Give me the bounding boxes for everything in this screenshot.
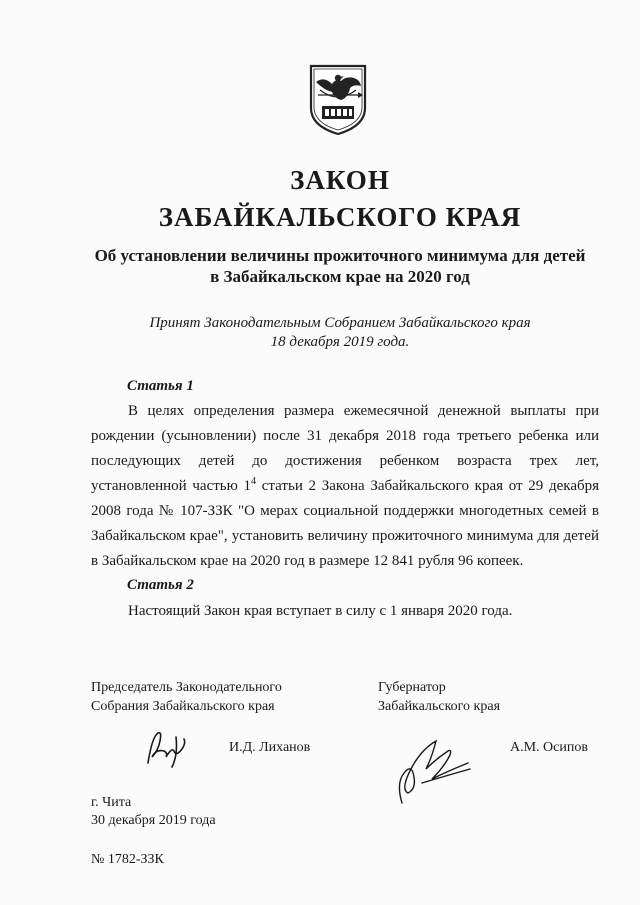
chair-position-line2: Собрания Забайкальского края bbox=[91, 699, 275, 714]
article-1-text-part2: статьи 2 Закона Забайкальского края от 29 декабря 2008 года № 107-ЗЗК "О мерах социальной поддержки многодетных семей в Забайкальском крае", установить величину прожиточного минимума для детей в Забайкальском крае на 2020 год в размере 12 841 рубля 96 копеек. bbox=[91, 478, 600, 569]
article-1-text-part1: В целях определения размера ежемесячной денежной выплаты при рождении (усыновлении) после 31 декабря 2018 года третьего ребенка или последующих детей до достижения ребенком возраста трех лет, установленной частью 1 bbox=[91, 403, 599, 494]
coat-of-arms-icon bbox=[308, 64, 368, 136]
chair-signature bbox=[142, 727, 190, 771]
adoption-note bbox=[80, 314, 600, 352]
governor-signature bbox=[392, 733, 474, 807]
governor-name: А.М. Осипов bbox=[510, 740, 588, 755]
subtitle-line1: Об установлении величины прожиточного минимума для детей bbox=[94, 246, 586, 265]
adoption-note-line1: Принят Законодательным Собранием Забайкальского края bbox=[149, 315, 531, 331]
city: г. Чита bbox=[91, 795, 132, 810]
article-1-superscript: 4 bbox=[251, 476, 257, 487]
article-2-heading: Статья 2 bbox=[127, 577, 194, 593]
chair-position-line1: Председатель Законодательного bbox=[91, 680, 282, 695]
governor-position bbox=[378, 678, 500, 716]
article-1-text bbox=[91, 399, 599, 574]
article-1-heading: Статья 1 bbox=[127, 378, 194, 394]
governor-position-line2: Забайкальского края bbox=[378, 699, 501, 714]
law-title-line1: ЗАКОН bbox=[290, 165, 390, 195]
chair-name: И.Д. Лиханов bbox=[229, 740, 311, 755]
subtitle-line2: в Забайкальском крае на 2020 год bbox=[210, 267, 470, 286]
law-number: № 1782-ЗЗК bbox=[91, 852, 164, 867]
adoption-note-line2: 18 декабря 2019 года. bbox=[270, 334, 410, 350]
governor-position-line1: Губернатор bbox=[378, 680, 446, 695]
article-2-text: Настоящий Закон края вступает в силу с 1 января 2020 года. bbox=[128, 603, 513, 619]
law-title-line2: ЗАБАЙКАЛЬСКОГО КРАЯ bbox=[158, 202, 522, 232]
signing-date: 30 декабря 2019 года bbox=[91, 813, 216, 828]
chair-position bbox=[91, 678, 282, 716]
law-subtitle bbox=[60, 245, 620, 287]
